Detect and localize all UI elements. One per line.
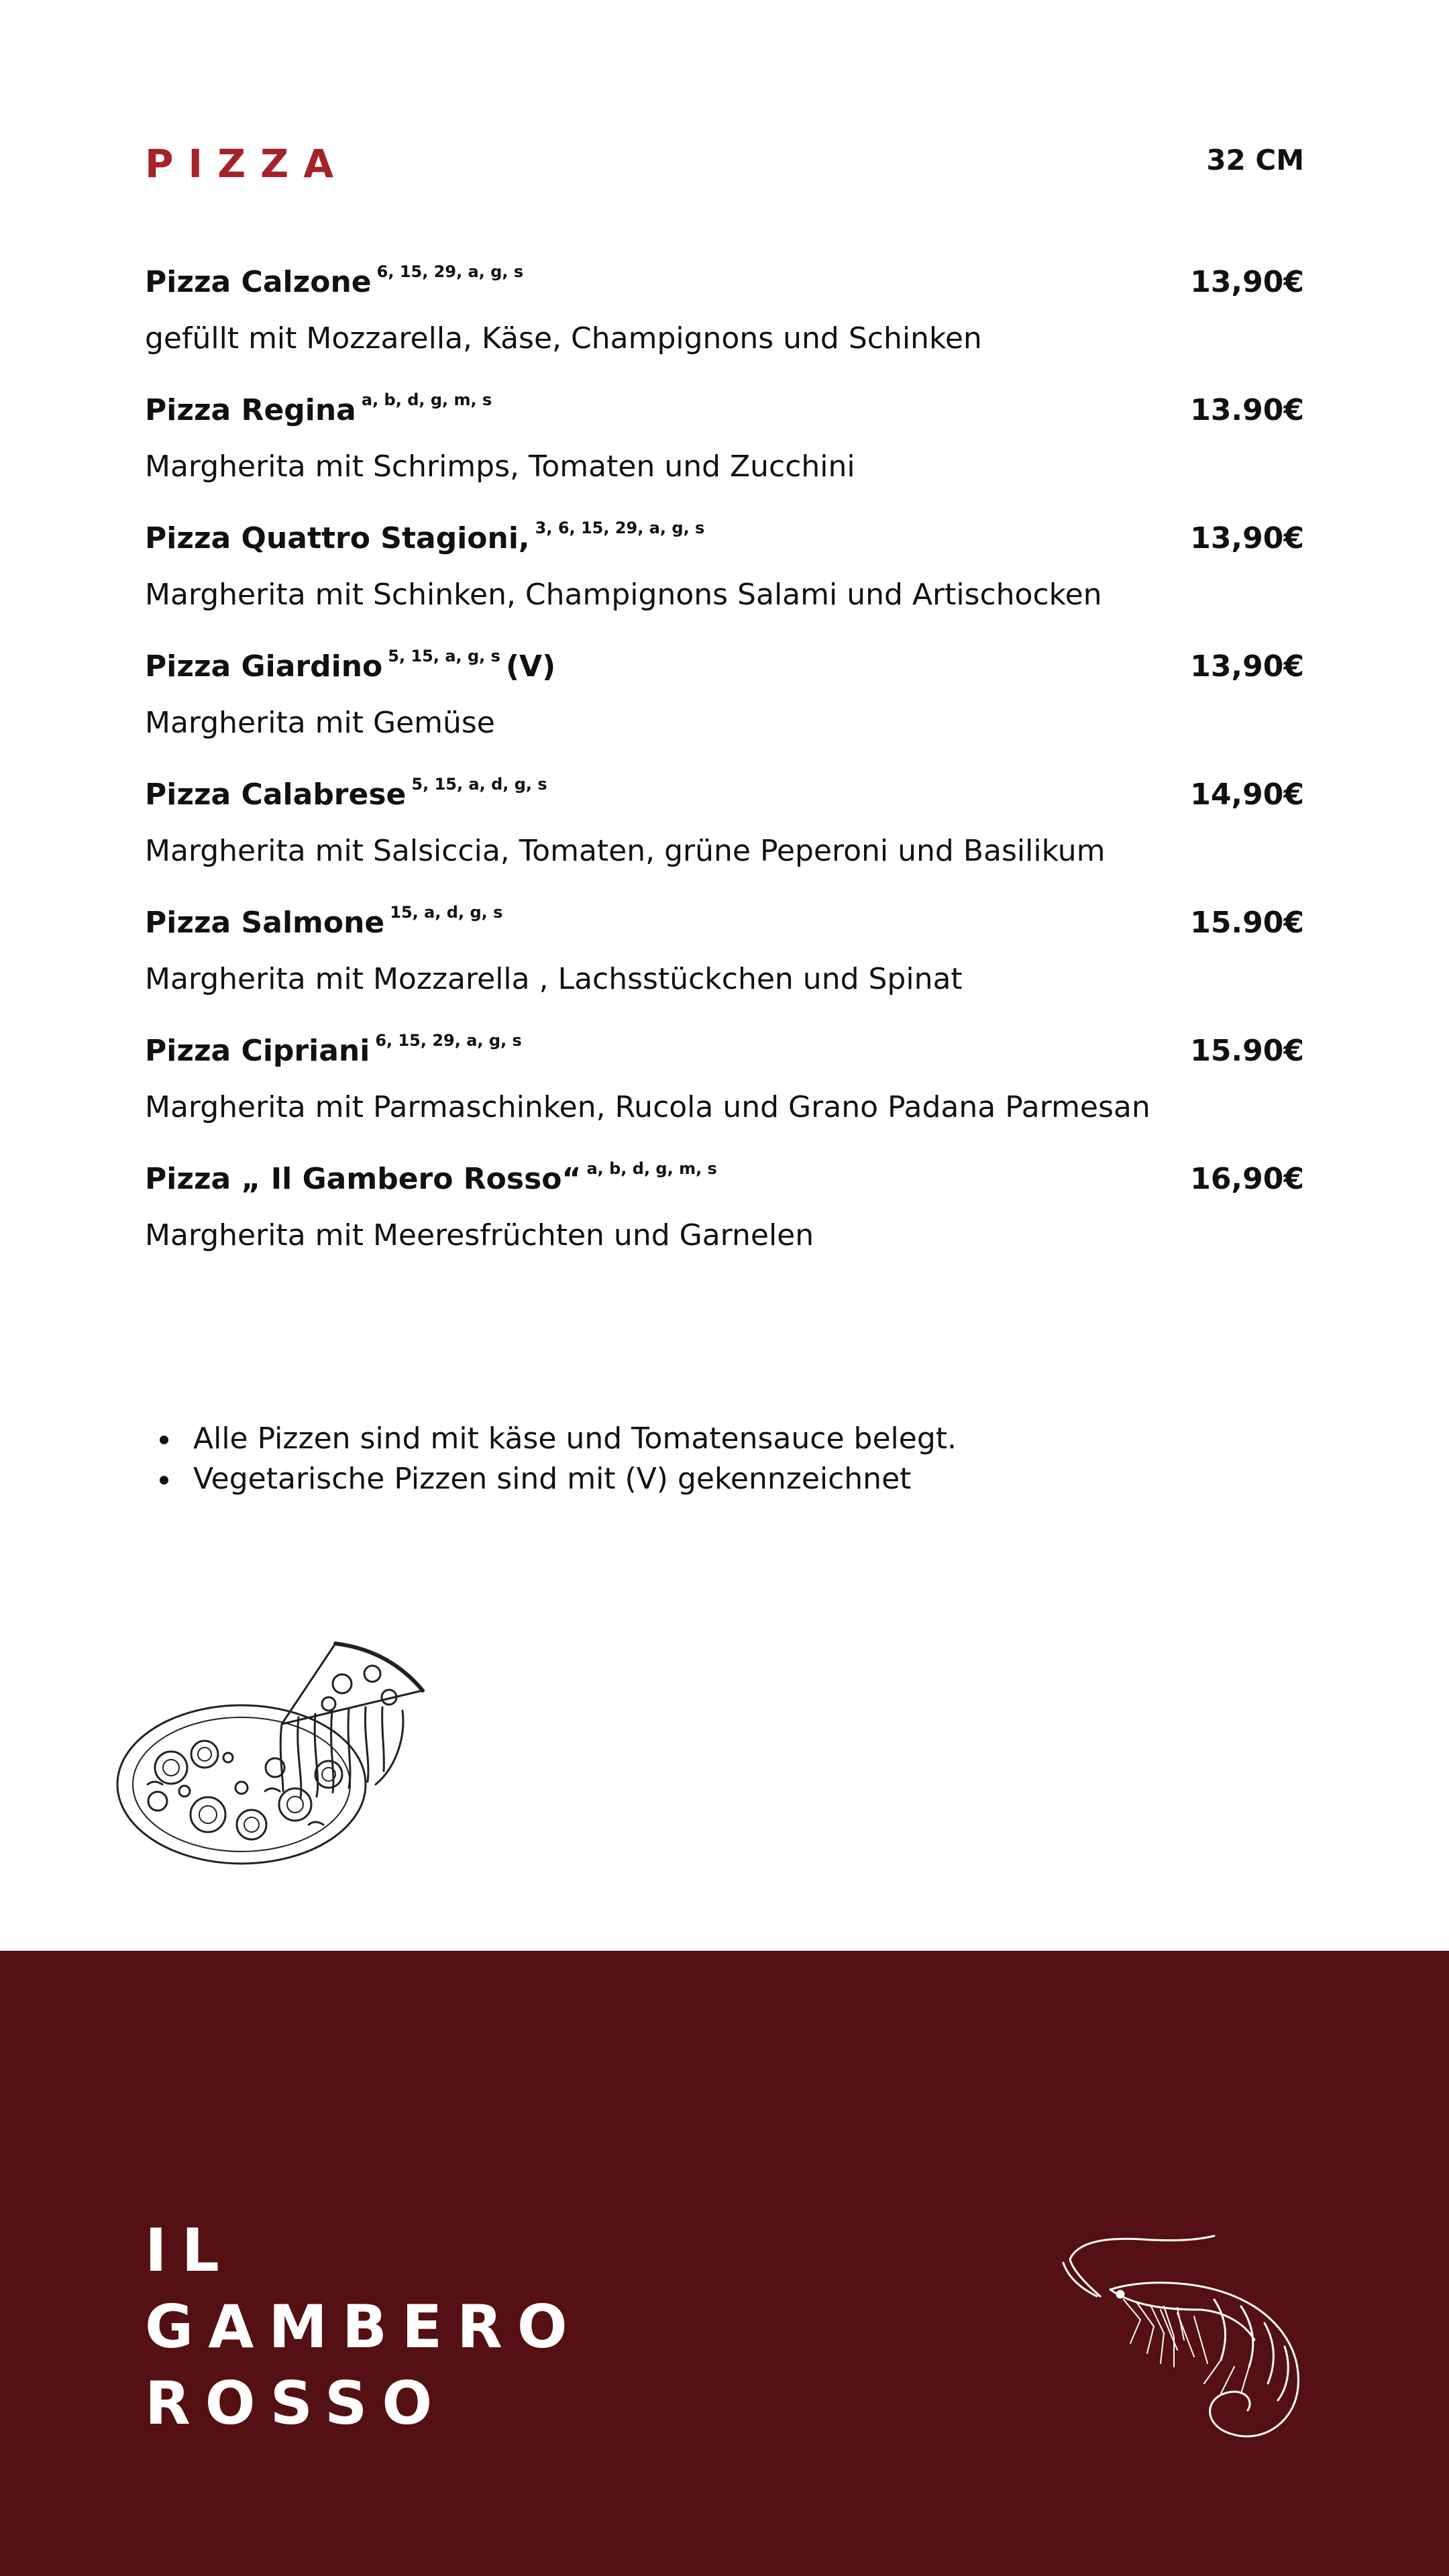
item-description: Margherita mit Parmaschinken, Rucola und Grano Padana Parmesan: [145, 1090, 1150, 1124]
vegetarian-marker: (V): [505, 649, 556, 684]
size-label: 32 CM: [1206, 144, 1304, 176]
item-price: 13.90€: [1190, 393, 1304, 427]
item-allergens: 3, 6, 15, 29, a, g, s: [535, 519, 705, 537]
item-description: Margherita mit Mozzarella , Lachsstückchen und Spinat: [145, 962, 963, 996]
item-name-text: Pizza Quattro Stagioni,: [145, 521, 530, 555]
item-price: 15.90€: [1190, 906, 1304, 940]
item-name: [145, 777, 547, 812]
item-allergens: 6, 15, 29, a, g, s: [375, 1031, 522, 1050]
brand-line: GAMBERO: [145, 2292, 582, 2361]
item-name-text: Pizza Regina: [145, 393, 356, 427]
item-price: 13,90€: [1190, 265, 1304, 299]
shrimp-icon: [1060, 2233, 1315, 2447]
pizza-illustration-icon: [107, 1623, 443, 1892]
brand-name: [145, 2212, 582, 2442]
note-item: Alle Pizzen sind mit käse und Tomatensauce belegt.: [145, 1419, 957, 1459]
item-name-text: Pizza Giardino: [145, 649, 383, 684]
menu-list: [145, 262, 1304, 1290]
item-price: 14,90€: [1190, 777, 1304, 812]
item-allergens: 5, 15, a, g, s: [388, 647, 500, 665]
item-price: 16,90€: [1190, 1162, 1304, 1196]
item-name-text: Pizza Calzone: [145, 265, 372, 299]
item-name: [145, 1159, 717, 1196]
item-name-text: Pizza Salmone: [145, 906, 385, 940]
item-price: 15.90€: [1190, 1034, 1304, 1068]
item-name: [145, 521, 704, 555]
menu-item: [145, 262, 1304, 393]
item-allergens: 6, 15, 29, a, g, s: [376, 262, 524, 281]
item-name: [145, 649, 555, 684]
item-name: [145, 1031, 522, 1068]
item-description: Margherita mit Schrimps, Tomaten und Zucchini: [145, 449, 855, 484]
item-name: [145, 390, 492, 427]
section-title: PIZZA: [145, 141, 349, 186]
item-description: gefüllt mit Mozzarella, Käse, Champignons und Schinken: [145, 321, 982, 356]
footer: [0, 1951, 1449, 2576]
notes-list: [145, 1419, 957, 1499]
item-allergens: 15, a, d, g, s: [390, 903, 503, 922]
item-description: Margherita mit Meeresfrüchten und Garnelen: [145, 1218, 814, 1252]
menu-item: [145, 390, 1304, 521]
menu-item: [145, 649, 1304, 777]
item-description: Margherita mit Schinken, Champignons Salami und Artischocken: [145, 578, 1102, 612]
brand-line: ROSSO: [145, 2369, 447, 2438]
menu-item: [145, 777, 1304, 906]
menu-item: [145, 1031, 1304, 1162]
item-description: Margherita mit Salsiccia, Tomaten, grüne Peperoni und Basilikum: [145, 834, 1106, 868]
item-name: [145, 262, 524, 299]
brand-line: IL: [145, 2216, 234, 2285]
note-item: Vegetarische Pizzen sind mit (V) gekennzeichnet: [145, 1459, 957, 1499]
item-name-text: Pizza Cipriani: [145, 1034, 370, 1068]
item-price: 13,90€: [1190, 649, 1304, 684]
item-price: 13,90€: [1190, 521, 1304, 555]
item-allergens: a, b, d, g, m, s: [361, 390, 492, 409]
menu-item: [145, 521, 1304, 649]
menu-item: [145, 1159, 1304, 1290]
item-allergens: 5, 15, a, d, g, s: [411, 775, 547, 794]
menu-item: [145, 903, 1304, 1034]
item-name-text: Pizza Calabrese: [145, 777, 407, 812]
item-name-text: Pizza „ Il Gambero Rosso“: [145, 1162, 582, 1196]
item-description: Margherita mit Gemüse: [145, 706, 495, 740]
item-allergens: a, b, d, g, m, s: [586, 1159, 717, 1178]
item-name: [145, 903, 503, 940]
